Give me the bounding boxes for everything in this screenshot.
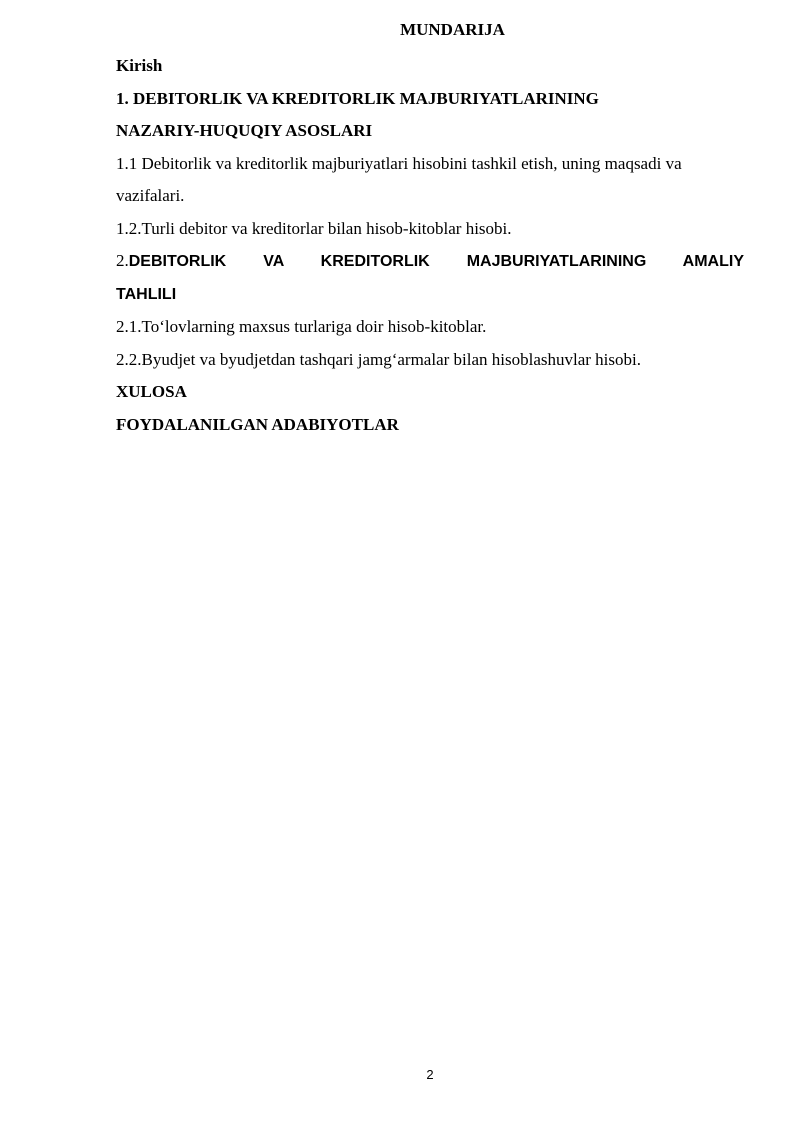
toc-chapter-1-line-1: 1. DEBITORLIK VA KREDITORLIK MAJBURIYATLARINING	[116, 88, 599, 108]
toc-section-2-2: 2.2.Byudjet va byudjetdan tashqari jamg‘armalar bilan hisoblashuvlar hisobi.	[116, 349, 641, 369]
table-of-contents	[116, 50, 744, 441]
toc-section-1-1-line-2: vazifalari.	[116, 186, 185, 205]
toc-references: FOYDALANILGAN ADABIYOTLAR	[116, 414, 399, 434]
toc-chapter-2-line-1	[116, 245, 744, 279]
page-title: MUNDARIJA	[400, 20, 505, 39]
toc-chapter-2-number: 2.	[116, 251, 129, 270]
toc-chapter-2-line-2: TAHLILI	[116, 285, 177, 303]
toc-conclusion: XULOSA	[116, 382, 187, 401]
toc-section-1-2: 1.2.Turli debitor va kreditorlar bilan hisob-kitoblar hisobi.	[116, 218, 512, 238]
toc-chapter-1-line-2: NAZARIY-HUQUQIY ASOSLARI	[116, 121, 373, 140]
page-number: 2	[426, 1067, 434, 1082]
toc-section-2-1: 2.1.To‘lovlarning maxsus turlariga doir hisob-kitoblar.	[116, 317, 487, 336]
toc-section-1-1-line-1: 1.1 Debitorlik va kreditorlik majburiyatlari hisobini tashkil etish, uning maqsadi va	[116, 153, 682, 173]
toc-intro: Kirish	[116, 56, 163, 75]
toc-chapter-2-title: DEBITORLIK VA KREDITORLIK MAJBURIYATLARINING AMALIY	[128, 253, 744, 270]
